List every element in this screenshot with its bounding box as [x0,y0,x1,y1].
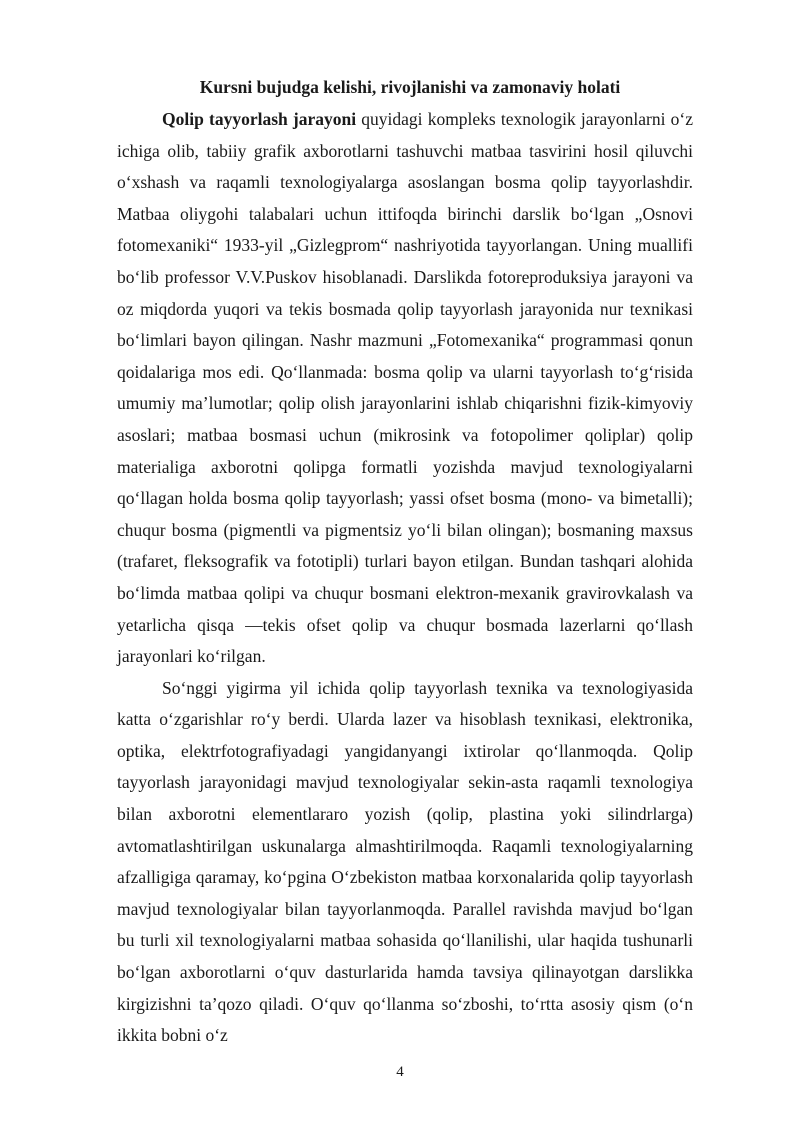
paragraph-2 [117,673,693,1052]
page-title: Kursni bujudga kelishi, rivojlanishi va zamonaviy holati [199,77,621,97]
paragraph-1-text: quyidagi kompleks texnologik jarayonlarni o‘z ichiga olib, tabiiy grafik axborotlarni tashuvchi matbaa tasvirini hosil qiluvchi o‘xshash va raqamli texnologiyalarga asoslangan bosma qolip tayyorlashdir. Matbaa oliygohi talabalari uchun ittifoqda birinchi darslik bo‘lgan „Osnovi fotomexaniki“ 1933-yil „Gizlegprom“ nashriyotida tayyorlangan. Uning muallifi bo‘lib professor V.V.Puskov hisoblanadi. Darslikda fotoreproduksiya jarayoni va oz miqdorda yuqori va tekis bosmada qolip tayyorlash jarayonida nur texnikasi bo‘limlari bayon qilingan. Nashr mazmuni „Fotomexanika“ programmasi qonun qoidalariga mos edi. Qo‘llanmada: bosma qolip va ularni tayyorlash to‘g‘risida umumiy ma’lumotlar; qolip olish jarayonlarini ishlab chiqarishni fizik-kimyoviy asoslari; matbaa bosmasi uchun (mikrosink va fotopolimer qoliplar) qolip materialiga axborotni qolipga formatli yozishda mavjud texnologiyalarni qo‘llagan holda bosma qolip tayyorlash; yassi ofset bosma (mono- va bimetalli); chuqur bosma (pigmentli va pigmentsiz yo‘li bilan olingan); bosmaning maxsus (trafaret, fleksografik va fototipli) turlari bayon etilgan. Bundan tashqari alohida bo‘limda matbaa qolipi va chuqur bosmani elektron-mexanik gravirovkalash va yetarlicha qisqa —tekis ofset qolip va chuqur bosmada lazerlarni qo‘llash jarayonlari ko‘rilgan. [117,109,693,667]
paragraph-1-lead: Qolip tayyorlash jarayoni [162,109,357,129]
paragraph-1 [117,104,693,673]
page-number: 4 [396,1064,404,1080]
paragraph-2-text: So‘nggi yigirma yil ichida qolip tayyorlash texnika va texnologiyasida katta o‘zgarishlar ro‘y berdi. Ularda lazer va hisoblash texnikasi, elektronika, optika, elektrfotografiyadagi yangidanyangi ixtirolar qo‘llanmoqda. Qolip tayyorlash jarayonidagi mavjud texnologiyalar sekin-asta raqamli texnologiya bilan axborotni elementlararo yozish (qolip, plastina yoki silindrlarga) avtomatlashtirilgan uskunalarga almashtirilmoqda. Raqamli texnologiyalarning afzalligiga qaramay, ko‘pgina O‘zbekiston matbaa korxonalarida qolip tayyorlash mavjud texnologiyalar bilan tayyorlanmoqda. Parallel ravishda mavjud bo‘lgan bu turli xil texnologiyalarni matbaa sohasida qo‘llanilishi, ular haqida tushunarli bo‘lgan axborotlarni o‘quv dasturlarida hamda tavsiya qilinayotgan darslikka kirgizishni ta’qozo qiladi. O‘quv qo‘llanma so‘zboshi, to‘rtta asosiy qism (o‘n ikkita bobni o‘z [117,677,693,1046]
page-body [117,70,693,1052]
